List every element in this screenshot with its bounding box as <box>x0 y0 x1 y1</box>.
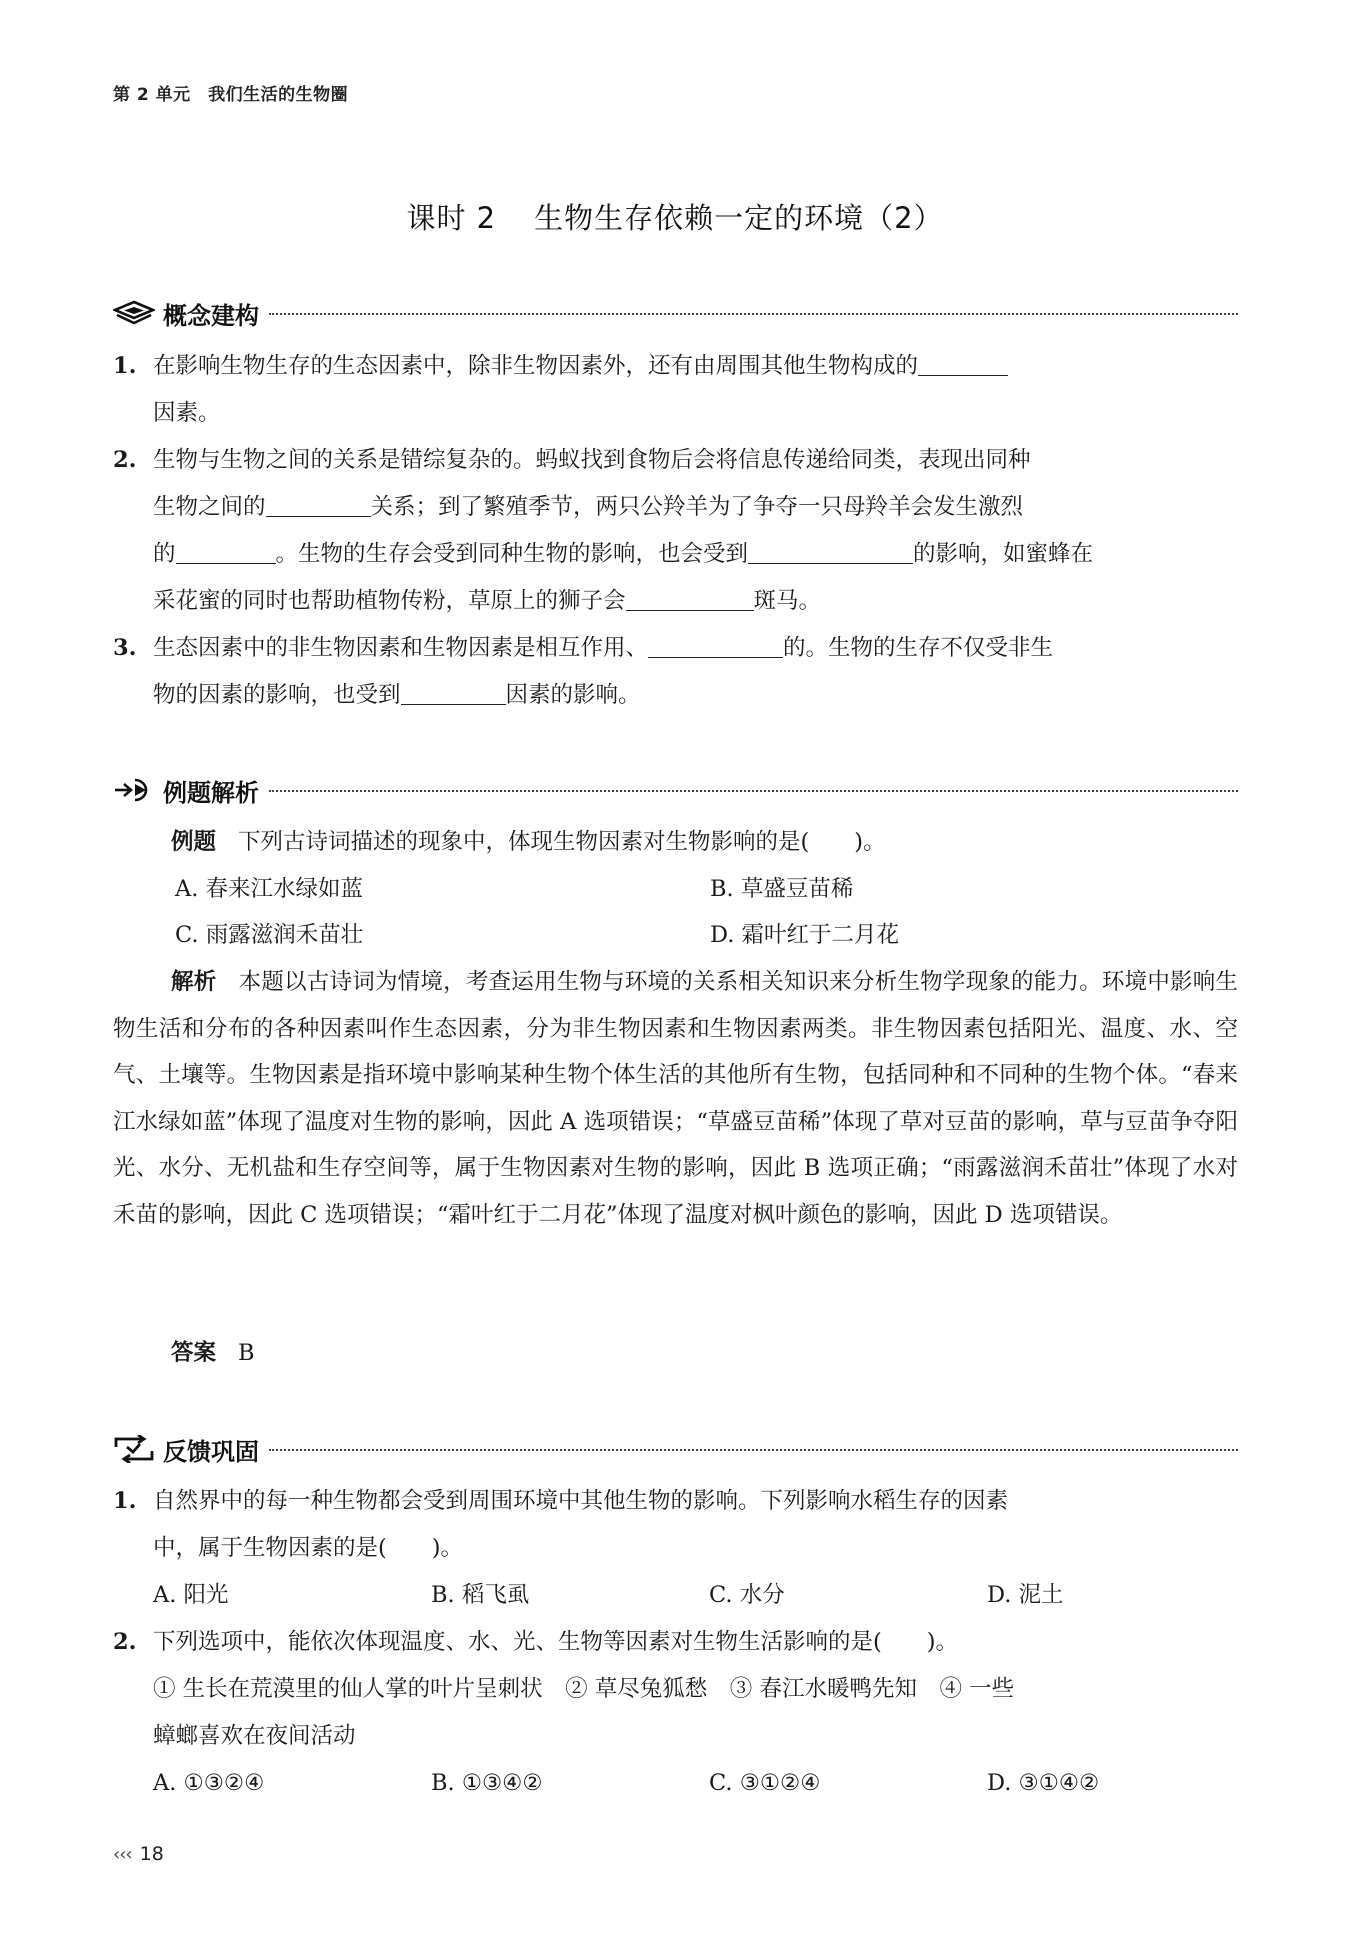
option-a[interactable]: A. ①③②④ <box>153 1770 265 1796</box>
example-options-row-2 <box>113 912 1238 959</box>
option-a[interactable]: A. 春来江水绿如蓝 <box>175 876 364 902</box>
example-label: 例题 <box>171 829 217 855</box>
example-stem: 例题 下列古诗词描述的现象中，体现生物因素对生物影响的是( )。 <box>171 829 886 855</box>
feedback-q2-options <box>113 1760 1238 1807</box>
section-divider <box>269 1449 1238 1451</box>
cycle-arrows-icon <box>113 1434 157 1464</box>
concept-question-3: 3. 生态因素中的非生物因素和生物因素是相互作用、 的。生物的生存不仅受非生 物的因素的影响，也受到 因素的影响。 <box>113 635 1054 708</box>
section-divider <box>269 313 1238 315</box>
layers-icon <box>113 298 157 328</box>
option-d[interactable]: D. 泥土 <box>987 1582 1064 1608</box>
section-feedback-label: 反馈巩固 <box>163 1437 259 1466</box>
page-footer <box>113 1843 164 1865</box>
page-title <box>0 196 1350 237</box>
answer-blank[interactable] <box>176 542 276 564</box>
section-example-label: 例题解析 <box>163 778 259 807</box>
example-options-row-1 <box>113 866 1238 913</box>
concept-question-2: 2. 生物与生物之间的关系是错综复杂的。蚂蚁找到食物后会将信息传递给同类，表现出同种 生物之间的 关系；到了繁殖季节，两只公羚羊为了争夺一只母羚羊会发生激烈 的 。生物的生存会受到同种生物的影响，也会受到 的影响，如蜜蜂在 采花蜜的同时也帮助植物传粉，草原上的狮子会 斑马。 <box>113 447 1094 614</box>
answer-blank[interactable] <box>626 589 754 611</box>
chevrons-left-icon: ‹‹‹ <box>113 1843 132 1865</box>
lesson-number: 课时 2 <box>406 201 497 235</box>
option-c[interactable]: C. 水分 <box>709 1582 785 1608</box>
section-concept-header <box>113 296 1238 330</box>
option-c[interactable]: C. 雨露滋润禾苗壮 <box>175 922 364 948</box>
answer-blank[interactable] <box>748 542 913 564</box>
feedback-question-1: 1. 自然界中的每一种生物都会受到周围环境中其他生物的影响。下列影响水稻生存的因素 中，属于生物因素的是( )。 <box>113 1488 1009 1561</box>
option-a[interactable]: A. 阳光 <box>153 1582 229 1608</box>
option-b[interactable]: B. 稻飞虱 <box>431 1582 530 1608</box>
option-d[interactable]: D. ③①④② <box>987 1770 1100 1796</box>
option-c[interactable]: C. ③①②④ <box>709 1770 821 1796</box>
feedback-q1-options <box>113 1572 1238 1619</box>
example-analysis: 解析 本题以古诗词为情境，考查运用生物与环境的关系相关知识来分析生物学现象的能力。环境中影响生物生活和分布的各种因素叫作生态因素，分为非生物因素和生物因素两类。非生物因素包括阳光、温度、水、空气、土壤等。生物因素是指环境中影响某种生物个体生活的其他所有生物，包括同种和不同种的生物个体。“春来江水绿如蓝”体现了温度对生物的影响，因此 A 选项错误；“草盛豆苗稀”体现了草对豆苗的影响，草与豆苗争夺阳光、水分、无机盐和生存空间等，属于生物因素对生物的影响，因此 B 选项正确；“雨露滋润禾苗壮”体现了水对禾苗的影响，因此 C 选项错误；“霜叶红于二月花”体现了温度对枫叶颜色的影响，因此 D 选项错误。 <box>113 969 1238 1228</box>
concept-question-1: 1. 在影响生物生存的生态因素中，除非生物因素外，还有由周围其他生物构成的 因素。 <box>113 343 1238 437</box>
section-example-header <box>113 773 1238 807</box>
arrow-target-icon <box>113 775 157 805</box>
answer-blank[interactable] <box>401 683 506 705</box>
option-b[interactable]: B. 草盛豆苗稀 <box>710 876 854 902</box>
answer-blank[interactable] <box>266 495 371 517</box>
section-divider <box>269 790 1238 792</box>
feedback-question-2: 2. 下列选项中，能依次体现温度、水、光、生物等因素对生物生活影响的是( )。 ① 生长在荒漠里的仙人掌的叶片呈刺状 ② 草尽兔狐愁 ③ 春江水暖鸭先知 ④ 一些 蟑螂喜欢在夜间活动 <box>113 1629 1015 1749</box>
example-answer: 答案 B <box>171 1340 255 1366</box>
lesson-topic: 生物生存依赖一定的环境（2） <box>534 201 944 235</box>
answer-blank[interactable] <box>648 636 783 658</box>
unit-header: 第 2 单元 我们生活的生物圈 <box>113 85 349 105</box>
option-b[interactable]: B. ①③④② <box>431 1770 543 1796</box>
analysis-label: 解析 <box>171 969 217 995</box>
section-concept-label: 概念建构 <box>163 301 259 330</box>
option-d[interactable]: D. 霜叶红于二月花 <box>710 922 900 948</box>
page-number: 18 <box>139 1843 164 1865</box>
answer-label: 答案 <box>171 1340 217 1366</box>
answer-blank[interactable] <box>918 354 1008 376</box>
section-feedback-header <box>113 1432 1238 1466</box>
